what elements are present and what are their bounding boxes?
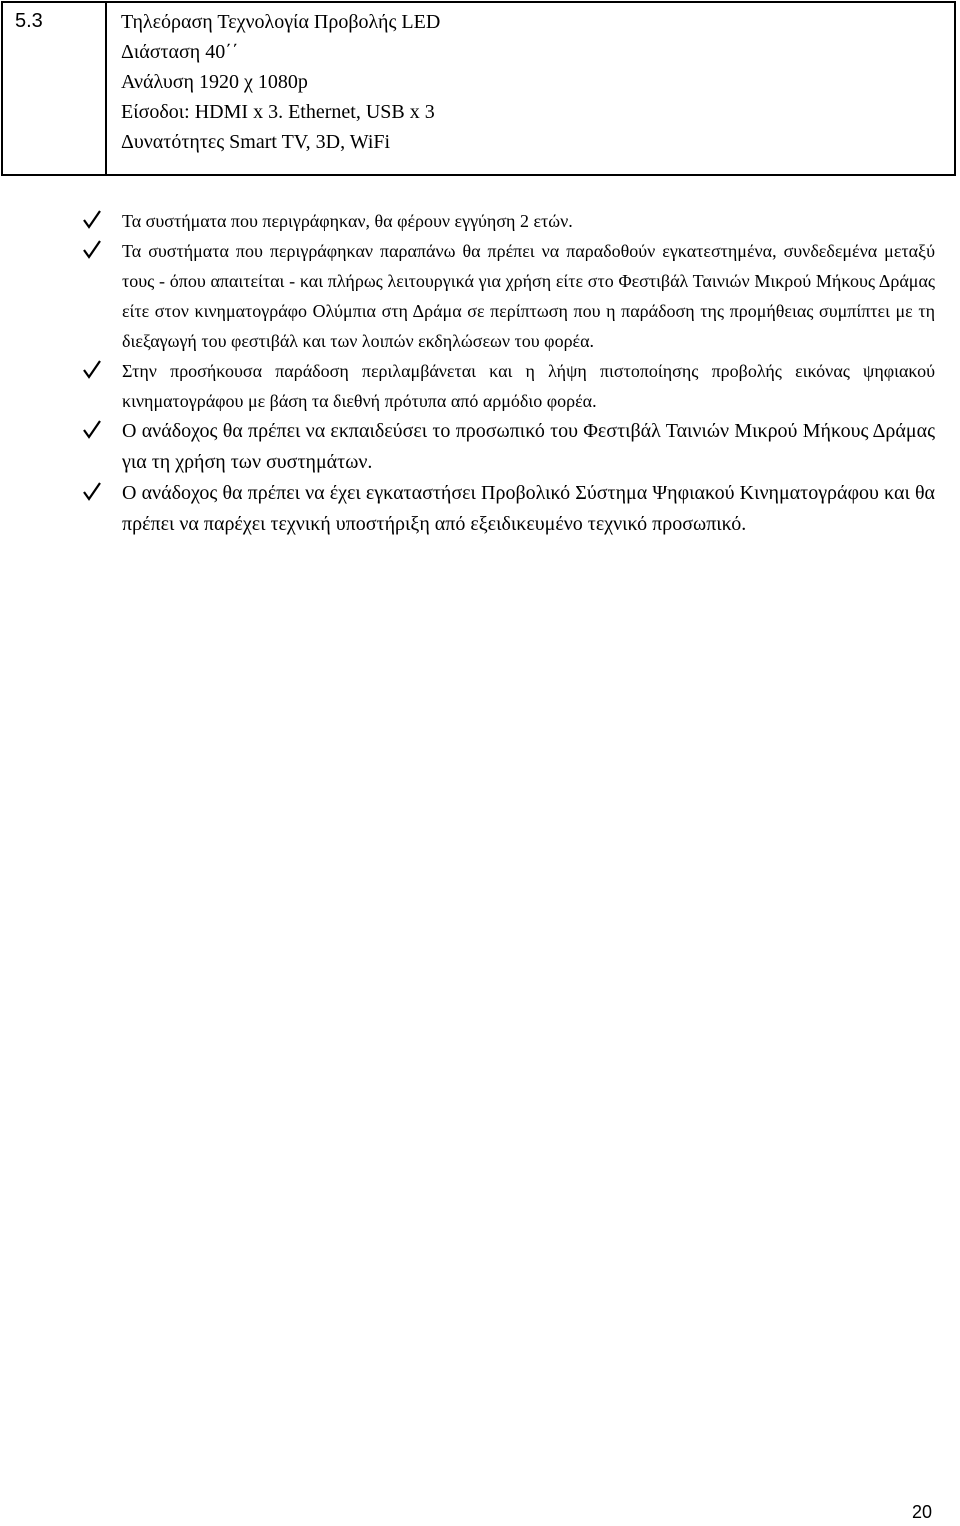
list-item (122, 236, 935, 356)
page-number: 20 (911, 1502, 932, 1522)
list-item (122, 478, 935, 540)
list-item-text: Στην προσήκουσα παράδοση περιλαμβάνεται και η λήψη πιστοποίησης προβολής εικόνας ψηφιακού κινηματογράφου με βάση τα διεθνή πρότυπα από αρμόδιο φορέα. (122, 361, 935, 411)
list-item-text: Ο ανάδοχος θα πρέπει να εκπαιδεύσει το προσωπικό του Φεστιβάλ Ταινιών Μικρού Μήκους Δράμας για τη χρήση των συστημάτων. (122, 420, 935, 473)
list-item (122, 416, 935, 478)
spec-line-size: Διάσταση 40΄΄ (121, 41, 239, 63)
list-item (122, 206, 935, 236)
requirements-list (122, 206, 935, 540)
spec-line-resolution: Ανάλυση 1920 χ 1080p (121, 71, 308, 93)
spec-row-number: 5.3 (3, 3, 107, 174)
list-item-text: Τα συστήματα που περιγράφηκαν, θα φέρουν εγγύηση 2 ετών. (122, 211, 573, 231)
checkmark-icon (82, 238, 102, 260)
list-item (122, 356, 935, 416)
checkmark-icon (82, 480, 102, 502)
spec-line-features: Δυνατότητες Smart TV, 3D, WiFi (121, 131, 391, 153)
checkmark-icon (82, 358, 102, 380)
spec-line-inputs: Είσοδοι: HDMI x 3. Ethernet, USB x 3 (121, 101, 435, 123)
spec-line-product: Τηλεόραση Τεχνολογία Προβολής LED (121, 11, 441, 33)
checkmark-icon (82, 418, 102, 440)
checkmark-icon (82, 208, 102, 230)
list-item-text: Ο ανάδοχος θα πρέπει να έχει εγκαταστήσει Προβολικό Σύστημα Ψηφιακού Κινηματογράφου και θα πρέπει να παρέχει τεχνική υποστήριξη από εξειδικευμένο τεχνικό προσωπικό. (122, 482, 935, 535)
spec-table-row (1, 1, 956, 176)
list-item-text: Τα συστήματα που περιγράφηκαν παραπάνω θα πρέπει να παραδοθούν εγκατεστημένα, συνδεδεμένα μεταξύ τους - όπου απαιτείται - και πλήρως λειτουργικά για χρήση είτε στο Φεστιβάλ Ταινιών Μικρού Μήκους Δράμας είτε στον κινηματογράφο Ολύμπια στη Δράμα σε περίπτωση που η παράδοση της προμήθειας συμπίπτει με τη διεξαγωγή του φεστιβάλ και των λοιπών εκδηλώσεων του φορέα. (122, 241, 935, 351)
spec-row-description (107, 3, 440, 174)
